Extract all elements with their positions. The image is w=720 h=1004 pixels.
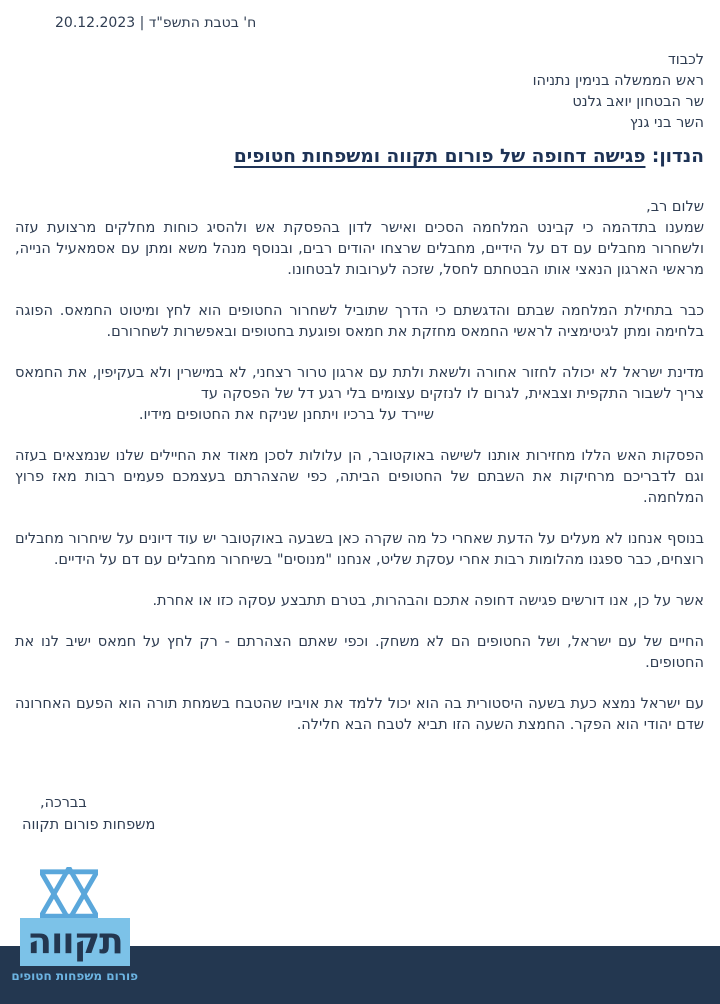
signature-closing: בברכה, xyxy=(40,795,87,811)
star-of-david-icon xyxy=(40,867,98,921)
paragraph-1: שמענו בתדהמה כי קבינט המלחמה הסכים ואישר לדון בהפסקת אש ולהסיג כוחות מחלקים מרצועת עזה ולשחרור מחבלים עם דם על הידיים, מחבלים שרצחו יהודים רבים, ובנוסף מנהל משא ומתן עם אסמאעיל הנייה, מראשי הארגון הנאצי אותו הבטחתם לחסל, שזכה לערובות לבטחונו. xyxy=(15,220,704,278)
paragraph-7: החיים של עם ישראל, ושל החטופים הם לא משחק. וכפי שאתם הצהרתם - רק לחץ על חמאס ישיב לנו את החטופים. xyxy=(15,634,704,671)
letter-body xyxy=(15,197,704,756)
paragraph-8: עם ישראל נמצא כעת בשעה היסטורית בה הוא יכול ללמד את אויביו שהטבח בשמחת תורה הוא הפעם האחרונה שדם יהודי הוא הפקר. החמצת השעה הזו תביא לטבח הבא חלילה. xyxy=(15,696,704,733)
subject-prefix: הנדון: xyxy=(645,146,704,167)
paragraph-6: אשר על כן, אנו דורשים פגישה דחופה אתכם והבהרות, בטרם תתבצע עסקה כזו או אחרת. xyxy=(152,593,704,609)
date-line: ח' בטבת התשפ"ד | 20.12.2023 xyxy=(55,15,257,31)
logo-wordmark: תקווה xyxy=(20,918,130,966)
recipient-honorific: לכבוד xyxy=(667,52,704,68)
subject-title: פגישה דחופה של פורום תקווה ומשפחות חטופים xyxy=(233,146,646,167)
paragraph-4: הפסקות האש הללו מחזירות אותנו לשישה באוקטובר, הן עלולות לסכן מאוד את החיילים שלנו שנמצאים בעזה וגם לדבריכם מרחיקות את השבתם של החטופים הביתה, כפי שהצהרתם בעצמכם פעמים רבות מאז פרוץ המלחמה. xyxy=(15,448,704,506)
greeting: שלום רב, xyxy=(646,199,704,215)
subject-line xyxy=(15,146,704,167)
logo-subtitle: פורום משפחות חטופים xyxy=(11,969,138,983)
recipient-defense-minister: שר הבטחון יואב גלנט xyxy=(572,94,704,110)
paragraph-3-last-line: שיירד על ברכיו ויתחנן שניקח את החטופים מידיו. xyxy=(138,407,434,423)
recipient-minister: השר בני גנץ xyxy=(629,115,704,131)
recipients-block xyxy=(533,50,704,134)
signature-name: משפחות פורום תקווה xyxy=(22,817,156,833)
paragraph-3 xyxy=(15,363,704,426)
paragraph-2: כבר בתחילת המלחמה שבתם והדגשתם כי הדרך שתוביל לשחרור החטופים הוא לחץ ומיטוט החמאס. הפוגה בלחימה ומתן לגיטימציה לראשי החמאס מחזקת את חמאס ופוגעת בחטופים ובאפשרות לשחרורם. xyxy=(15,303,704,340)
paragraph-3-text: מדינת ישראל לא יכולה לחזור אחורה ולשאת ולתת עם ארגון טרור רצחני, לא במישרין ולא בעקיפין, את החמאס צריך לשבור התקפית וצבאית, לגרום לו לנזקים עצומים בלי רגע דל של הפסקה עד xyxy=(15,365,704,402)
paragraph-5: בנוסף אנחנו לא מעלים על הדעת שאחרי כל מה שקרה כאן בשבעה באוקטובר יש עוד דיונים על שיחרור מחבלים רוצחים, כבר ספגנו מהלומות רבות אחרי עסקת שליט, אנחנו "מנוסים" בשיחרור מחבלים עם דם על הידיים. xyxy=(15,531,704,568)
recipient-prime-minister: ראש הממשלה בנימין נתניהו xyxy=(532,73,704,89)
